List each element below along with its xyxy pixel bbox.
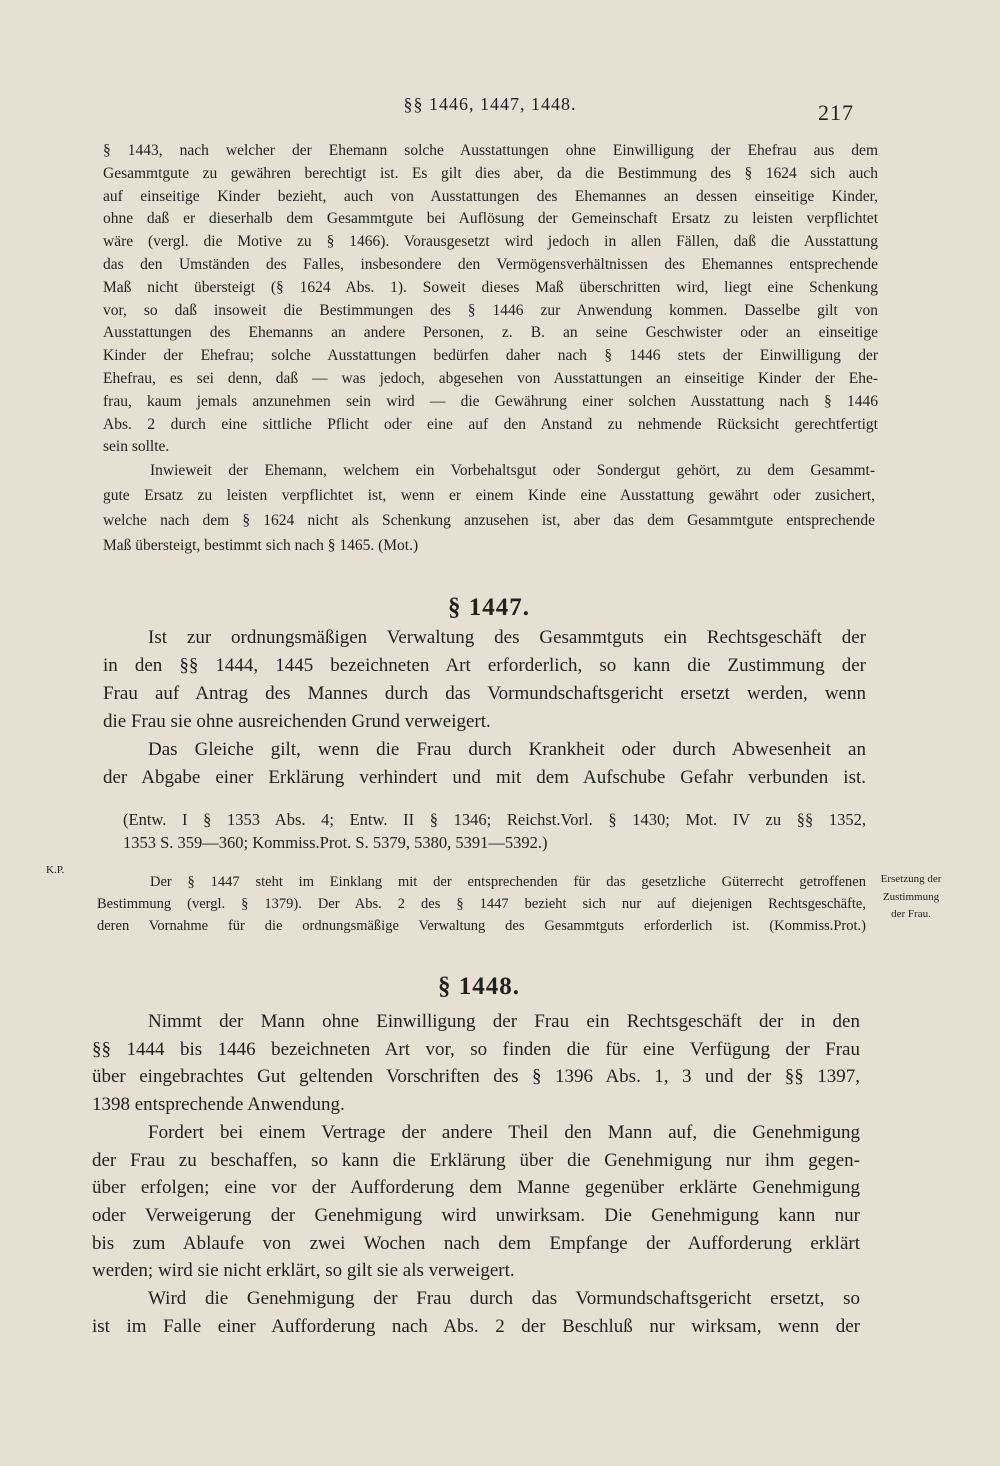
commentary-line: Der § 1447 steht im Einklang mit der entsprechenden für das gesetzliche Güterrecht getroffenen bbox=[150, 874, 866, 890]
statute-line: werden; wird sie nicht erklärt, so gilt sie als verweigert. bbox=[92, 1260, 515, 1282]
references-1447 bbox=[123, 808, 866, 854]
paragraph-line: ohne daß er dieserhalb dem Gesammtgute bei Auflösung der Gemeinschaft Ersatz zu leisten verpflichtet bbox=[103, 210, 878, 228]
margin-note-line: der Frau. bbox=[891, 908, 931, 920]
paragraph-line: Abs. 2 durch eine sittliche Pflicht oder eine auf den Anstand zu nehmende Rücksicht gerechtfertigt bbox=[103, 415, 878, 433]
commentary-paragraph bbox=[103, 458, 875, 558]
statute-line: Wird die Genehmigung der Frau durch das Vormundschaftsgericht ersetzt, so bbox=[148, 1288, 860, 1310]
commentary-paragraph bbox=[103, 140, 878, 459]
reference-line: (Entw. I § 1353 Abs. 4; Entw. II § 1346; Reichst.Vorl. § 1430; Mot. IV zu §§ 1352, bbox=[123, 810, 866, 829]
statute-line: Nimmt der Mann ohne Einwilligung der Frau ein Rechtsgeschäft der in den bbox=[148, 1011, 860, 1032]
paragraph-line: Kinder der Ehefrau; solche Ausstattungen bedürfen daher nach § 1446 stets der Einwilligung der bbox=[103, 347, 878, 365]
page-number: 217 bbox=[818, 100, 854, 125]
statute-line: 1398 entsprechende Anwendung. bbox=[92, 1094, 345, 1116]
commentary-1447 bbox=[97, 871, 866, 937]
commentary-marker: K.P. bbox=[46, 864, 65, 876]
statute-line: der Frau zu beschaffen, so kann die Erklärung über die Genehmigung nur ihm gegen- bbox=[92, 1149, 860, 1171]
statute-line: der Abgabe einer Erklärung verhindert und mit dem Aufschube Gefahr verbunden ist. bbox=[103, 767, 866, 788]
section-heading-1448: § 1448. bbox=[438, 973, 520, 1000]
statute-line: Frau auf Antrag des Mannes durch das Vormundschaftsgericht ersetzt werden, wenn bbox=[103, 683, 866, 704]
paragraph-line: Maß übersteigt, bestimmt sich nach § 1465. (Mot.) bbox=[103, 537, 419, 554]
statute-line: in den §§ 1444, 1445 bezeichneten Art erforderlich, so kann die Zustimmung der bbox=[103, 655, 866, 676]
statute-line: über eingebrachtes Gut geltenden Vorschriften des § 1396 Abs. 1, 3 und der §§ 1397, bbox=[92, 1066, 860, 1088]
statute-line: §§ 1444 bis 1446 bezeichneten Art vor, so finden die für eine Verfügung der Frau bbox=[92, 1038, 860, 1060]
statute-line: die Frau sie ohne ausreichenden Grund verweigert. bbox=[103, 711, 491, 732]
running-header: §§ 1446, 1447, 1448. bbox=[403, 94, 577, 114]
section-heading-1447: § 1447. bbox=[448, 594, 530, 621]
paragraph-line: Maß nicht übersteigt (§ 1624 Abs. 1). Soweit dieses Maß überschritten wird, liegt eine Schenkung bbox=[103, 278, 878, 296]
paragraph-line: wäre (vergl. die Motive zu § 1466). Vorausgesetzt wird jedoch in allen Fällen, daß die Ausstattung bbox=[103, 233, 878, 251]
paragraph-line: Inwieweit der Ehemann, welchem ein Vorbehaltsgut oder Sondergut gehört, zu dem Gesammt- bbox=[150, 462, 875, 479]
paragraph-line: Ausstattungen des Ehemanns an andere Personen, z. B. an seine Geschwister oder an einseitige bbox=[103, 324, 878, 342]
margin-note bbox=[866, 871, 956, 924]
margin-note-line: Zustimmung bbox=[882, 890, 940, 903]
statute-line: ist im Falle einer Aufforderung nach Abs. 2 der Beschluß nur wirksam, wenn der bbox=[92, 1315, 860, 1337]
paragraph-line: sein sollte. bbox=[103, 438, 170, 456]
reference-line: 1353 S. 359—360; Kommiss.Prot. S. 5379, 5380, 5391—5392.) bbox=[123, 833, 548, 852]
paragraph-line: gute Ersatz zu leisten verpflichtet ist, wenn er einem Kinde eine Ausstattung gewährt oder zusichert, bbox=[103, 487, 875, 504]
paragraph-line: Ehefrau, es sei denn, daß — was jedoch, abgesehen von Ausstattungen an einseitige Kinder der Ehe- bbox=[103, 369, 878, 387]
statute-line: Das Gleiche gilt, wenn die Frau durch Krankheit oder durch Abwesenheit an bbox=[148, 739, 866, 760]
statute-text-1447 bbox=[103, 624, 866, 792]
statute-text-1448 bbox=[92, 1008, 860, 1340]
statute-line: bis zum Ablaufe von zwei Wochen nach dem Empfange der Aufforderung erklärt bbox=[92, 1232, 860, 1254]
statute-line: oder Verweigerung der Genehmigung wird unwirksam. Die Genehmigung kann nur bbox=[92, 1204, 860, 1226]
paragraph-line: welche nach dem § 1624 nicht als Schenkung anzusehen ist, aber das dem Gesammtgute entsprechende bbox=[103, 512, 875, 529]
commentary-line: Bestimmung (vergl. § 1379). Der Abs. 2 des § 1447 bezieht sich nur auf diejenigen Rechtsgeschäfte, bbox=[97, 896, 866, 912]
paragraph-line: frau, kaum jemals anzunehmen sein wird — die Gewährung einer solchen Ausstattung nach § 1446 bbox=[103, 392, 878, 410]
commentary-line: deren Vornahme für die ordnungsmäßige Verwaltung des Gesammtguts erforderlich ist. (Kommiss.Prot.) bbox=[97, 918, 866, 934]
paragraph-line: vor, so daß insoweit die Bestimmungen des § 1446 zur Anwendung kommen. Dasselbe gilt von bbox=[103, 301, 878, 319]
statute-line: Fordert bei einem Vertrage der andere Theil den Mann auf, die Genehmigung bbox=[148, 1121, 860, 1143]
paragraph-line: auf einseitige Kinder bezieht, auch von Ausstattungen des Ehemannes an dessen einseitige Kinder, bbox=[103, 187, 878, 205]
margin-note-line: Ersetzung der bbox=[880, 873, 942, 885]
statute-line: Ist zur ordnungsmäßigen Verwaltung des Gesammtguts ein Rechtsgeschäft der bbox=[148, 627, 866, 648]
statute-line: über erfolgen; eine vor der Aufforderung dem Manne gegenüber erklärte Genehmigung bbox=[92, 1177, 860, 1199]
paragraph-line: das den Umständen des Falles, insbesondere den Vermögensverhältnissen des Ehemannes entsprechende bbox=[103, 255, 878, 273]
paragraph-line: Gesammtgute zu gewähren berechtigt ist. Es gilt dies aber, da die Bestimmung des § 1624 sich auch bbox=[103, 164, 878, 182]
paragraph-line: § 1443, nach welcher der Ehemann solche Ausstattungen ohne Einwilligung der Ehefrau aus dem bbox=[103, 142, 878, 159]
